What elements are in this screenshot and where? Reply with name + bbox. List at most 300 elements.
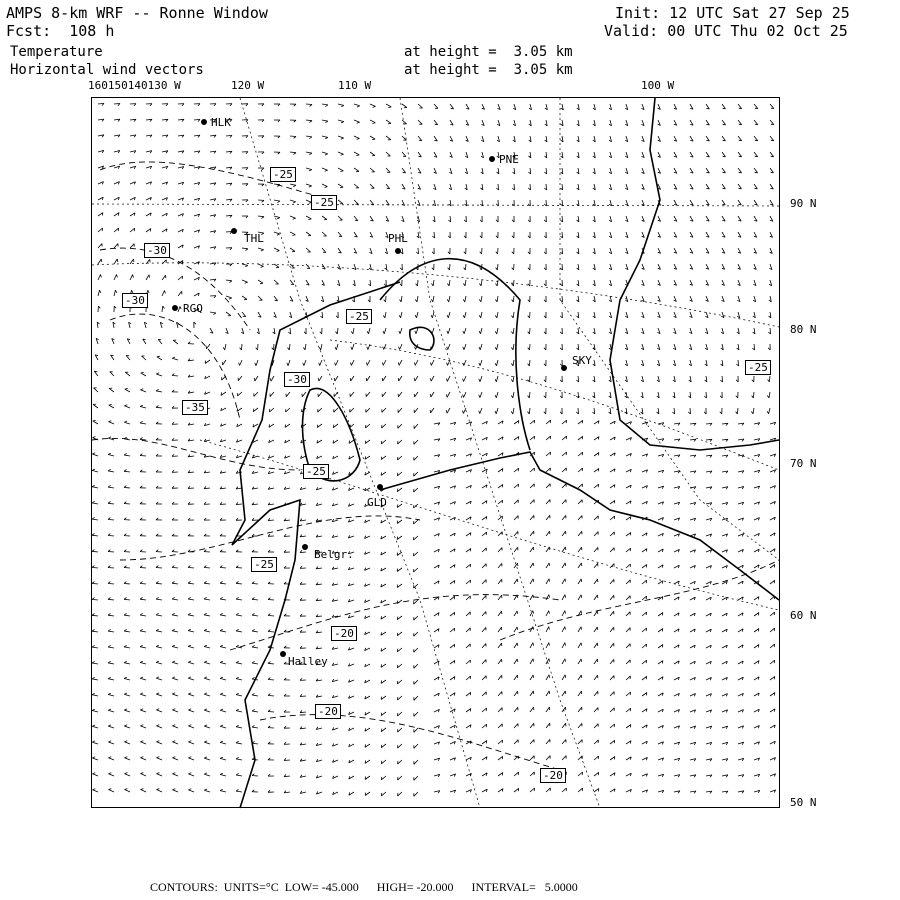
wind-vector-head: [204, 661, 207, 662]
wind-vector-head: [739, 172, 742, 173]
wind-vector: [414, 552, 419, 556]
wind-vector: [497, 360, 499, 366]
wind-vector-head: [381, 745, 382, 748]
wind-vector: [642, 628, 647, 632]
wind-vector-head: [140, 405, 143, 406]
wind-vector-head: [156, 613, 159, 615]
wind-vector-head: [430, 378, 431, 381]
wind-vector-head: [141, 372, 144, 373]
wind-vector: [722, 104, 726, 109]
wind-vector-head: [528, 412, 530, 415]
wind-vector-head: [140, 677, 143, 678]
wind-vector-head: [365, 793, 366, 796]
wind-vector: [482, 676, 486, 680]
wind-vector: [431, 408, 434, 413]
wind-vector: [93, 421, 98, 424]
wind-vector-head: [447, 315, 448, 318]
wind-vector: [204, 647, 210, 649]
wind-vector-head: [277, 218, 280, 219]
contour-label: -20: [540, 768, 566, 783]
wind-vector-head: [739, 108, 742, 109]
wind-vector-head: [447, 299, 449, 302]
wind-vector: [770, 628, 775, 632]
lat-label: 50 N: [790, 796, 817, 809]
wind-vector-head: [101, 259, 102, 262]
wind-vector: [381, 776, 386, 780]
wind-vector-head: [172, 613, 175, 615]
wind-vector: [415, 392, 418, 397]
field-temperature: Temperature: [10, 44, 103, 60]
wind-vector: [242, 296, 247, 299]
wind-vector: [288, 360, 290, 366]
wind-vector-head: [549, 579, 550, 582]
wind-vector: [434, 104, 438, 108]
wind-vector: [188, 694, 194, 696]
wind-vector: [270, 392, 274, 397]
wind-vector: [338, 184, 343, 187]
wind-vector: [481, 328, 483, 334]
wind-vector-head: [188, 789, 191, 790]
wind-vector-head: [340, 171, 343, 172]
wind-vector-head: [771, 140, 774, 141]
wind-vector: [306, 136, 312, 137]
wind-vector-head: [236, 597, 239, 599]
wind-vector-head: [236, 757, 239, 759]
wind-vector: [562, 691, 565, 696]
wind-vector-head: [156, 373, 159, 374]
wind-vector: [398, 424, 402, 428]
wind-vector-head: [92, 645, 95, 647]
wind-vector: [482, 627, 486, 632]
wind-vector-head: [446, 410, 447, 413]
wind-vector: [124, 568, 130, 569]
wind-vector: [382, 424, 386, 428]
wind-vector-head: [92, 741, 95, 742]
wind-vector-head: [451, 108, 454, 109]
wind-vector: [414, 472, 418, 476]
wind-vector-head: [188, 677, 191, 678]
lon-label: 160150140130 W: [88, 79, 181, 92]
wind-vector-head: [454, 612, 455, 615]
station-label-sky: SKY: [572, 354, 592, 367]
wind-vector: [338, 104, 344, 105]
wind-vector: [124, 742, 130, 744]
wind-vector: [529, 408, 530, 414]
wind-vector: [108, 503, 114, 504]
wind-vector: [162, 306, 163, 312]
wind-vector: [464, 392, 467, 397]
wind-vector: [188, 742, 194, 744]
wind-vector: [482, 612, 486, 617]
wind-vector-head: [254, 378, 255, 381]
wind-vector: [256, 360, 258, 366]
wind-vector: [335, 376, 338, 381]
wind-vector-head: [220, 629, 223, 631]
wind-vector: [172, 662, 178, 664]
wind-vector-head: [350, 378, 351, 381]
wind-vector: [414, 680, 418, 684]
wind-vector: [399, 376, 402, 381]
wind-vector-head: [565, 659, 566, 662]
wind-vector: [141, 758, 147, 760]
wind-vector: [236, 583, 242, 584]
wind-vector: [220, 742, 226, 744]
wind-vector: [530, 563, 533, 568]
wind-vector: [546, 515, 550, 520]
wind-vector-head: [517, 643, 518, 646]
wind-vector: [418, 104, 423, 108]
wind-vector: [366, 392, 370, 397]
wind-vector: [594, 547, 598, 552]
map-title: AMPS 8-km WRF -- Ronne Window: [6, 4, 268, 22]
wind-vector: [210, 312, 216, 313]
wind-vector: [594, 659, 597, 664]
wind-vector-head: [341, 154, 344, 155]
wind-vector: [274, 200, 280, 201]
wind-vector-head: [220, 582, 222, 584]
wind-vector-head: [479, 347, 480, 350]
wind-vector: [350, 392, 354, 397]
wind-vector: [322, 152, 328, 154]
height-temperature: at height = 3.05 km: [404, 44, 573, 60]
wind-vector: [252, 631, 258, 632]
wind-vector-head: [109, 789, 112, 790]
wind-vector-head: [156, 661, 159, 662]
wind-vector-head: [414, 362, 415, 365]
wind-vector: [238, 376, 242, 381]
wind-vector-head: [335, 363, 336, 366]
wind-vector: [414, 696, 418, 700]
wind-vector: [496, 392, 498, 398]
wind-vector: [125, 372, 130, 376]
wind-vector-head: [220, 661, 223, 662]
wind-vector: [242, 280, 248, 282]
wind-vector-head: [163, 306, 165, 309]
wind-vector: [546, 563, 549, 568]
wind-vector: [481, 296, 482, 302]
wind-vector: [92, 519, 98, 520]
wind-vector: [513, 328, 514, 334]
wind-vector: [447, 392, 450, 397]
wind-vector: [92, 599, 98, 600]
wind-vector: [578, 772, 583, 776]
wind-vector-head: [172, 741, 175, 742]
wind-vector: [465, 312, 467, 318]
wind-vector-head: [646, 676, 647, 679]
wind-vector-head: [630, 708, 631, 711]
wind-vector: [370, 136, 375, 139]
wind-vector: [366, 424, 371, 428]
wind-vector-head: [172, 725, 175, 726]
wind-vector: [578, 788, 583, 792]
wind-vector: [322, 120, 328, 121]
wind-vector-head: [447, 379, 448, 382]
wind-vector-head: [479, 411, 480, 414]
wind-vector-head: [108, 485, 111, 487]
wind-vector: [336, 360, 338, 366]
wind-vector: [351, 360, 354, 365]
wind-vector: [204, 710, 210, 712]
wind-vector: [397, 664, 402, 668]
wind-vector: [482, 644, 486, 649]
wind-vector-head: [220, 725, 223, 726]
wind-vector: [530, 691, 533, 696]
wind-vector-head: [93, 437, 96, 438]
wind-vector: [252, 615, 258, 616]
wind-vector: [173, 774, 179, 776]
wind-vector: [290, 184, 296, 185]
wind-vector: [220, 583, 226, 584]
wind-vector: [449, 280, 450, 286]
contour-label: -25: [745, 360, 771, 375]
wind-vector: [498, 627, 502, 632]
wind-vector: [172, 583, 178, 584]
wind-vector: [414, 728, 418, 732]
wind-vector: [220, 615, 226, 616]
wind-vector-head: [336, 332, 338, 335]
wind-vector: [431, 376, 434, 381]
wind-vector-head: [220, 693, 223, 694]
wind-vector: [172, 375, 178, 376]
station-dot-sky: [561, 365, 567, 371]
wind-vector: [258, 296, 262, 300]
wind-vector-head: [383, 331, 384, 334]
lon-label: 110 W: [338, 79, 372, 92]
wind-vector: [338, 136, 344, 138]
station-dot-belgrano: [302, 544, 308, 550]
wind-vector-head: [565, 611, 566, 614]
wind-vector: [562, 420, 567, 424]
wind-vector: [594, 788, 599, 792]
wind-vector: [386, 152, 390, 156]
wind-vector: [162, 275, 166, 280]
wind-vector-head: [92, 677, 95, 679]
wind-vector-head: [115, 290, 117, 293]
station-dot-rgq: [172, 305, 178, 311]
wind-vector-head: [303, 347, 305, 350]
wind-vector: [401, 312, 402, 318]
wind-vector: [431, 360, 434, 365]
wind-vector: [402, 152, 406, 157]
wind-vector: [188, 615, 194, 616]
wind-vector: [156, 694, 162, 696]
wind-vector: [398, 728, 402, 732]
wind-vector: [594, 611, 597, 616]
wind-vector-head: [93, 420, 96, 421]
wind-vector-head: [156, 645, 159, 647]
wind-vector: [514, 740, 518, 744]
wind-vector-head: [387, 188, 390, 189]
wind-vector-head: [204, 693, 207, 694]
wind-vector-head: [188, 693, 191, 694]
wind-vector-head: [117, 275, 118, 278]
wind-vector: [354, 120, 360, 122]
wind-vector-head: [108, 661, 111, 663]
wind-vector: [397, 584, 402, 588]
wind-vector: [124, 583, 130, 584]
wind-vector: [417, 296, 418, 302]
wind-vector-head: [252, 629, 255, 631]
wind-vector: [386, 104, 391, 107]
wind-vector: [108, 631, 114, 632]
wind-vector-head: [382, 362, 383, 365]
wind-vector-head: [517, 627, 518, 630]
wind-vector: [226, 312, 231, 316]
wind-vector-head: [108, 629, 111, 631]
wind-vector-head: [582, 452, 583, 455]
wind-vector-head: [92, 661, 95, 663]
wind-vector: [770, 644, 775, 648]
wind-vector: [220, 663, 226, 665]
wind-vector: [530, 436, 535, 440]
wind-vector: [466, 596, 470, 600]
wind-vector: [626, 596, 630, 600]
forecast-hour: Fcst: 108 h: [6, 22, 115, 40]
wind-vector-head: [92, 453, 95, 454]
wind-vector: [546, 739, 550, 744]
wind-vector-head: [533, 643, 534, 646]
wind-vector: [514, 691, 518, 696]
wind-vector: [578, 484, 582, 488]
wind-vector: [140, 694, 146, 696]
wind-vector-head: [220, 597, 223, 599]
wind-vector: [302, 392, 306, 397]
wind-vector: [480, 392, 482, 398]
wind-vector-head: [125, 757, 128, 758]
wind-vector: [754, 120, 758, 125]
wind-vector: [370, 184, 374, 188]
wind-vector: [140, 568, 146, 569]
wind-vector: [140, 678, 146, 680]
wind-vector: [497, 280, 498, 286]
wind-vector: [242, 264, 248, 265]
wind-vector-head: [351, 331, 353, 334]
wind-vector-head: [101, 275, 102, 278]
wind-vector-head: [755, 172, 758, 173]
contour-label: -25: [311, 195, 337, 210]
wind-vector-head: [397, 489, 398, 492]
contour-label: -30: [122, 293, 148, 308]
wind-vector-head: [310, 121, 313, 123]
wind-vector: [157, 758, 163, 760]
wind-vector: [354, 216, 358, 221]
wind-vector-head: [172, 677, 175, 678]
wind-vector: [141, 373, 146, 376]
wind-vector-head: [517, 579, 518, 582]
wind-vector: [513, 392, 514, 398]
wind-vector-head: [92, 630, 94, 632]
lon-label: 100 W: [641, 79, 675, 92]
wind-vector: [108, 663, 114, 664]
wind-vector: [92, 454, 98, 456]
wind-vector: [242, 344, 243, 350]
wind-vector: [306, 104, 312, 105]
wind-vector: [92, 487, 98, 488]
wind-vector-head: [372, 123, 375, 124]
wind-vector: [450, 104, 454, 109]
wind-vector-head: [294, 153, 297, 155]
wind-vector: [415, 360, 418, 365]
wind-vector: [124, 694, 130, 696]
wind-vector: [306, 216, 311, 219]
wind-vector: [354, 184, 359, 188]
wind-vector-head: [581, 611, 582, 614]
wind-vector: [562, 627, 565, 632]
wind-vector: [338, 168, 343, 171]
wind-vector: [480, 344, 482, 350]
wind-vector: [156, 374, 162, 376]
wind-vector-head: [220, 677, 223, 678]
wind-vector-head: [140, 661, 143, 662]
wind-vector: [319, 376, 322, 381]
wind-vector: [92, 679, 98, 680]
wind-vector: [498, 724, 502, 728]
wind-vector-head: [255, 363, 256, 366]
wind-vector: [172, 647, 178, 649]
wind-vector: [236, 615, 242, 616]
wind-vector-head: [236, 741, 239, 743]
wind-vector: [610, 724, 615, 728]
wind-vector: [449, 296, 450, 302]
wind-vector: [109, 790, 115, 793]
wind-vector: [108, 471, 114, 472]
wind-vector-head: [236, 629, 239, 631]
wind-vector: [514, 547, 518, 552]
wind-vector-head: [581, 595, 582, 598]
wind-vector: [414, 440, 418, 444]
wind-vector-head: [447, 331, 448, 334]
wind-vector: [140, 439, 146, 440]
wind-vector: [414, 648, 418, 652]
wind-vector: [236, 631, 242, 632]
wind-vector: [318, 392, 322, 397]
wind-vector: [268, 615, 274, 616]
wind-vector-head: [549, 611, 550, 614]
contour-label: -25: [346, 309, 372, 324]
wind-vector: [236, 775, 242, 776]
wind-vector-head: [517, 611, 518, 614]
wind-vector-head: [325, 105, 328, 107]
wind-vector: [610, 659, 614, 664]
wind-vector-head: [270, 378, 271, 381]
wind-vector-head: [150, 228, 151, 231]
contour-label: -25: [303, 464, 329, 479]
wind-vector: [447, 376, 450, 381]
wind-vector: [514, 643, 517, 648]
wind-vector: [450, 580, 455, 584]
wind-vector: [366, 408, 370, 412]
wind-vector: [274, 216, 280, 218]
wind-vector: [236, 743, 242, 744]
wind-vector-head: [511, 411, 513, 414]
wind-vector: [414, 760, 418, 764]
wind-vector: [114, 275, 117, 281]
wind-vector-head: [245, 265, 248, 266]
wind-vector: [172, 742, 178, 744]
wind-vector-head: [124, 645, 127, 647]
wind-vector: [178, 276, 183, 280]
wind-vector: [562, 740, 566, 745]
wind-vector: [220, 647, 226, 648]
wind-vector: [398, 776, 402, 780]
wind-vector: [397, 520, 402, 524]
wind-vector: [204, 678, 210, 680]
wind-vector: [514, 659, 517, 664]
wind-vector: [448, 344, 450, 350]
wind-vector-head: [173, 773, 176, 774]
wind-vector: [642, 596, 647, 600]
wind-vector: [204, 694, 210, 696]
